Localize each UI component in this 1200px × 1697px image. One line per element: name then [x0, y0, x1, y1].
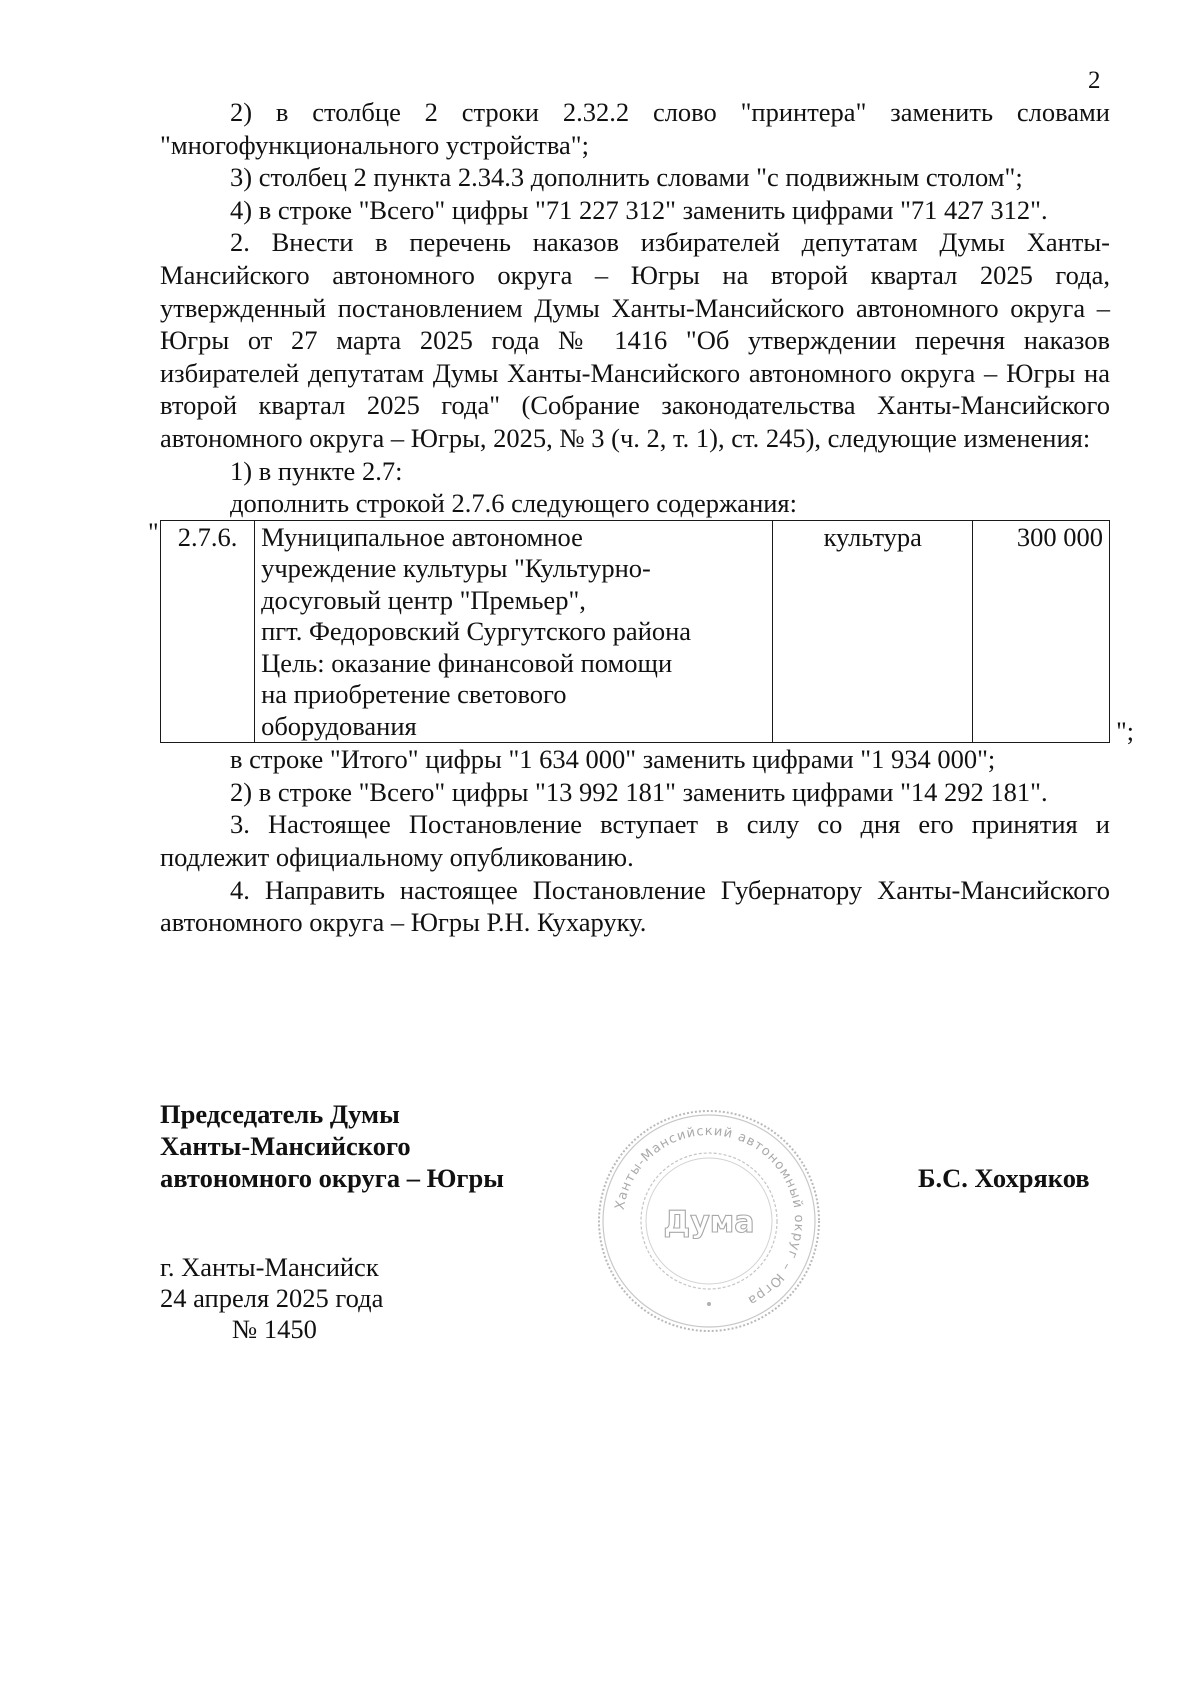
amendment-table	[160, 520, 1110, 744]
page-number: 2	[1088, 67, 1101, 94]
signer-name: Б.С. Хохряков	[918, 1163, 1090, 1193]
paragraph-2-1: 1) в пункте 2.7:	[230, 455, 403, 486]
official-seal	[596, 1108, 822, 1334]
paragraph-1-4: 4) в строке "Всего" цифры "71 227 312" заменить цифрами "71 427 312".	[230, 194, 1048, 225]
signature-title	[160, 1098, 504, 1194]
paragraph-itogo: в строке "Итого" цифры "1 634 000" заменить цифрами "1 934 000";	[230, 744, 996, 775]
amendment-table-wrap	[148, 517, 1134, 747]
footer-city: г. Ханты-Мансийск	[160, 1252, 379, 1282]
description-line: учреждение культуры "Культурно-	[261, 553, 651, 584]
paragraph-1-2: 2) в столбце 2 строки 2.32.2 слово "принтера" заменить словами "многофункционального устройства";	[160, 97, 1110, 160]
signature-title-line: Ханты-Мансийского	[160, 1131, 411, 1161]
row-description-cell	[255, 520, 773, 743]
paragraph-2-2: 2) в строке "Всего" цифры "13 992 181" заменить цифрами "14 292 181".	[230, 776, 1048, 807]
row-sum-cell: 300 000	[973, 520, 1110, 743]
description-line: Цель: оказание финансовой помощи	[261, 647, 673, 678]
row-sphere-cell: культура	[773, 520, 973, 743]
paragraph-4: 4. Направить настоящее Постановление Губернатору Ханты-Мансийского автономного округа – Югры Р.Н. Кухаруку.	[160, 874, 1110, 938]
row-number-cell: 2.7.6.	[161, 520, 255, 743]
table-close-quote: ";	[1116, 717, 1134, 747]
paragraph-3: 3. Настоящее Постановление вступает в силу со дня его принятия и подлежит официальному опубликованию.	[160, 809, 1110, 872]
description-line: на приобретение светового	[261, 679, 567, 710]
footer-number: № 1450	[232, 1314, 317, 1344]
document-body	[148, 96, 1134, 939]
signature-title-line: автономного округа – Югры	[160, 1163, 504, 1193]
description-line: Муниципальное автономное	[261, 521, 583, 552]
paragraph-1-3: 3) столбец 2 пункта 2.34.3 дополнить словами "с подвижным столом";	[230, 162, 1023, 193]
seal-star-icon	[707, 1302, 711, 1306]
footer-date: 24 апреля 2025 года	[160, 1283, 384, 1313]
description-line: пгт. Федоровский Сургутского района	[261, 616, 692, 647]
seal-ring-text: Ханты-Мансийский автономный округ – Югра	[612, 1123, 807, 1309]
table-open-quote: "	[148, 517, 159, 547]
paragraph-2-1-add: дополнить строкой 2.7.6 следующего содержания:	[230, 488, 797, 519]
description-line: оборудования	[261, 710, 417, 741]
signature-title-line: Председатель Думы	[160, 1099, 400, 1129]
description-line: досуговый центр "Премьер",	[261, 584, 586, 615]
table-row	[161, 520, 1110, 743]
paragraph-2: 2. Внести в перечень наказов избирателей депутатам Думы Ханты-Мансийского автономного округа – Югры на второй квартал 2025 года, утвержденный постановлением Думы Ханты-Мансийского автономного округа – Югры от 27 марта 2025 года № 1416 "Об утверждении перечня наказов избирателей депутатам Думы Ханты-Мансийского автономного округа – Югры на второй квартал 2025 года" (Собрание законодательства Ханты-Мансийского автономного округа – Югры, 2025, № 3 (ч. 2, т. 1), ст. 245), следующие изменения:	[160, 227, 1110, 453]
document-footer	[160, 1252, 383, 1345]
seal-center-text: Дума	[663, 1205, 755, 1240]
